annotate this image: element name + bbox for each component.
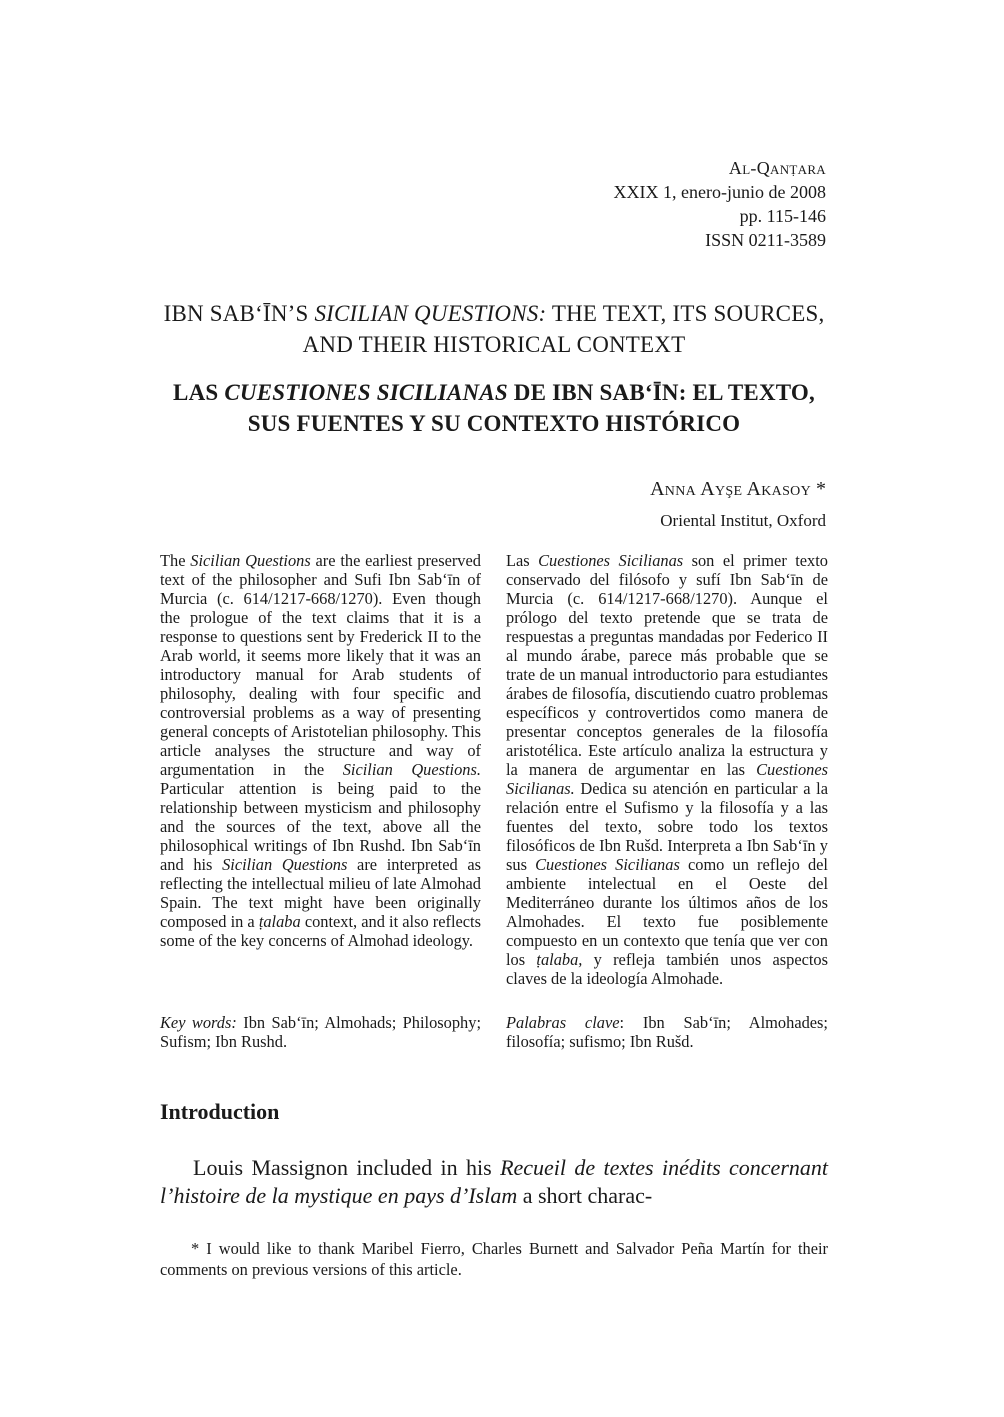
author-line bbox=[650, 478, 826, 501]
title-en-italic: SICILIAN QUESTIONS: bbox=[314, 301, 547, 326]
abstract-en-text: are interpreted as reflecting the intellectual milieu of late Almohad Spain. The text might have been originally composed in a bbox=[160, 855, 481, 931]
title-english bbox=[160, 298, 828, 360]
keywords-es-label: Palabras clave bbox=[506, 1013, 620, 1032]
title-spanish bbox=[160, 377, 828, 439]
abstract-es-text: Las bbox=[506, 551, 539, 570]
keywords-en-text: Ibn Sab‘īn; Almohads; Philosophy; Sufism; Ibn Rushd. bbox=[160, 1013, 481, 1051]
author-footnote-mark: * bbox=[811, 478, 826, 500]
abstract-en-italic: ṭalaba bbox=[258, 912, 301, 931]
author-name: Anna Ayşe Akasoy bbox=[650, 478, 811, 500]
abstract-en-text: The bbox=[160, 551, 191, 570]
abstract-es-text: son el primer texto conservado del filósofo y sufí Ibn Sab‘īn de Murcia (c. 614/1217-668/1270). Aunque el prólogo del texto pretende que se trata de respuestas a preguntas mandadas por Federico II al mundo árabe, parece más probable que se trate de un manual introductorio para estudiantes árabes de filosofía, discutiendo cuatro problemas específicos y controvertidos como manera de presentar conceptos generales de la filosofía aristotélica. Este artículo analiza la estructura y la manera de argumentar en las bbox=[506, 551, 829, 779]
intro-text: a short charac- bbox=[517, 1183, 653, 1208]
abstract-es-italic: ṭalaba, bbox=[536, 950, 583, 969]
introduction-paragraph bbox=[160, 1154, 828, 1210]
journal-header bbox=[614, 156, 826, 252]
title-es-pre: LAS bbox=[173, 380, 225, 405]
abstract-spanish bbox=[506, 551, 828, 988]
abstract-english bbox=[160, 551, 481, 950]
abstract-en-text: are the earliest preserved text of the philosopher and Sufi Ibn Sab‘īn of Murcia (c. 614/1217-668/1270). Even though the prologue of the text claims that it is a response to questions sent by Frederick II to the Arab world, it seems more likely that it was an introductory manual for Arab students of philosophy, dealing with four specific and controversial problems as a way of presenting general concepts of Aristotelian philosophy. This article analyses the structure and way of argumentation in the bbox=[160, 551, 481, 779]
abstract-en-italic: Sicilian Questions bbox=[222, 855, 348, 874]
author-affiliation: Oriental Institut, Oxford bbox=[660, 511, 826, 530]
keywords-spanish bbox=[506, 1013, 828, 1051]
abstract-en-text: context, and it also reflects some of the key concerns of Almohad ideology. bbox=[160, 912, 481, 950]
intro-italic-title: Recueil de textes inédits concernant l’histoire de la mystique en pays d’Islam bbox=[160, 1155, 828, 1208]
footnote: * I would like to thank Maribel Fierro, Charles Burnett and Salvador Peña Martín for their comments on previous versions of this article. bbox=[160, 1239, 828, 1279]
intro-text: Louis Massignon included in his bbox=[193, 1155, 501, 1180]
abstract-en-text: Particular attention is being paid to the relationship between mysticism and philosophy and the sources of the text, above all the philosophical writings of Ibn Rushd. Ibn Sab‘īn and his bbox=[160, 779, 481, 874]
title-es-post: DE IBN SAB‘ĪN: EL TEXTO, SUS FUENTES Y SU CONTEXTO HISTÓRICO bbox=[247, 380, 815, 436]
title-en-pre: IBN SAB‘ĪN’S bbox=[163, 301, 315, 326]
abstract-es-text: y refleja también unos aspectos claves de la ideología Almohade. bbox=[506, 950, 828, 988]
journal-name: Al-Qanṭara bbox=[728, 158, 826, 178]
abstract-es-italic: Cuestiones Sicilianas bbox=[535, 855, 680, 874]
journal-issue: XXIX 1, enero-junio de 2008 bbox=[613, 182, 826, 202]
title-es-italic: CUESTIONES SICILIANAS bbox=[224, 380, 508, 405]
keywords-en-label: Key words: bbox=[160, 1013, 237, 1032]
keywords-es-text: : Ibn Sab‘īn; Almohades; filosofía; sufismo; Ibn Rušd. bbox=[506, 1013, 828, 1051]
journal-pages: pp. 115-146 bbox=[739, 206, 826, 226]
keywords-english bbox=[160, 1013, 481, 1051]
abstract-en-italic: Sicilian Questions. bbox=[342, 760, 481, 779]
abstract-en-italic: Sicilian Questions bbox=[190, 551, 311, 570]
abstract-es-italic: Cuestiones Sicilianas bbox=[538, 551, 684, 570]
title-en-post: THE TEXT, ITS SOURCES, AND THEIR HISTORICAL CONTEXT bbox=[302, 301, 825, 357]
abstract-es-text: Dedica su atención en particular a la relación entre el Sufismo y la filosofía y a las fuentes del texto, sobre todo los textos filosóficos de Ibn Rušd. Interpreta a Ibn Sab‘īn y sus bbox=[506, 779, 828, 874]
abstract-es-italic: Cuestiones Sicilianas. bbox=[506, 760, 828, 798]
section-heading-introduction: Introduction bbox=[160, 1099, 280, 1124]
abstract-es-text: como un reflejo del ambiente intelectual en el Oeste del Mediterráneo durante los últimos años de los Almohades. El texto fue posiblemente compuesto en un contexto que tenía que ver con los bbox=[506, 855, 828, 969]
journal-issn: ISSN 0211-3589 bbox=[705, 230, 826, 250]
